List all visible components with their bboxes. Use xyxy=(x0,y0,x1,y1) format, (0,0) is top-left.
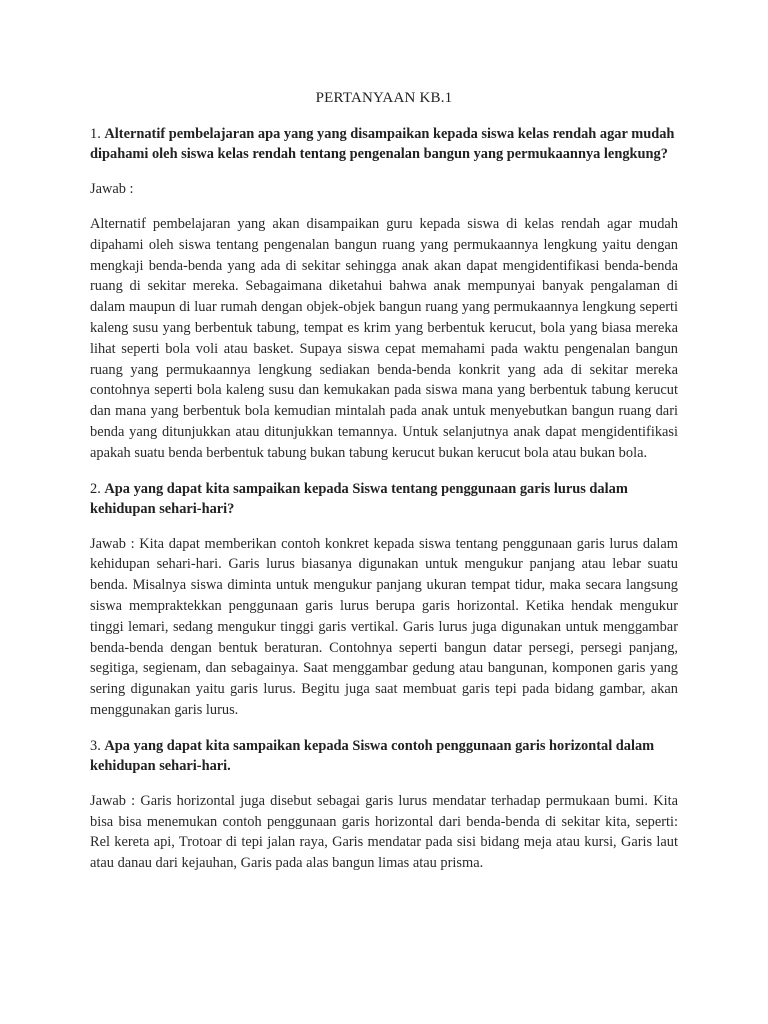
question-3-number: 3. xyxy=(90,737,101,754)
question-2 xyxy=(90,479,678,519)
answer-1-text: Alternatif pembelajaran yang akan disampaikan guru kepada siswa di kelas rendah agar mudah dipahami oleh siswa tentang pengenalan bangun ruang yang permukaannya lengkung yaitu dengan mengkaji benda-benda yang ada di sekitar sehingga anak akan dapat mengidentifikasi benda-benda ruang di sekitar mereka. Sebagaimana diketahui bahwa anak mempunyai banyak pengalaman di dalam maupun di luar rumah dengan objek-objek bangun ruang yang permukaannya lengkung seperti kaleng susu yang berbentuk tabung, tempat es krim yang berbentuk kerucut, bola yang biasa mereka lihat seperti bola voli atau basket. Supaya siswa cepat memahami pada waktu pengenalan bangun ruang yang permukaannya lengkung sediakan benda-benda konkrit yang ada di sekitar mereka contohnya seperti bola kaleng susu dan kemukakan pada siswa mana yang berbentuk tabung kerucut dan mana yang berbentuk bola kemudian mintalah pada anak untuk menyebutkan bangun ruang dari benda yang ditunjukkan atau ditunjukkan temannya. Untuk selanjutnya anak dapat mengidentifikasi apakah suatu benda berbentuk tabung bukan tabung kerucut bukan kerucut bola atau bukan bola. xyxy=(90,216,678,461)
question-1 xyxy=(90,124,678,164)
document-page xyxy=(90,90,678,889)
question-3-text: Apa yang dapat kita sampaikan kepada Siswa contoh penggunaan garis horizontal dalam kehidupan sehari-hari. xyxy=(90,737,655,774)
document-title: PERTANYAAN KB.1 xyxy=(315,90,453,106)
question-1-number: 1. xyxy=(90,126,101,142)
answer-3-text: Jawab : Garis horizontal juga disebut sebagai garis lurus mendatar terhadap permukaan bumi. Kita bisa bisa menemukan contoh penggunaan garis horizontal dari benda-benda di sekitar kita, seperti: Rel kereta api, Trotoar di tepi jalan raya, Garis mendatar pada sisi bidang meja atau kursi, Garis laut atau danau dari kejauhan, Garis pada alas bangun limas atau prisma. xyxy=(90,792,678,872)
question-2-text: Apa yang dapat kita sampaikan kepada Siswa tentang penggunaan garis lurus dalam kehidupan sehari-hari? xyxy=(90,480,628,517)
answer-1-label: Jawab : xyxy=(90,181,134,197)
question-2-number: 2. xyxy=(90,480,101,497)
answer-2-text: Jawab : Kita dapat memberikan contoh konkret kepada siswa tentang penggunaan garis lurus dalam kehidupan sehari-hari. Garis lurus biasanya digunakan untuk mengukur panjang atau lebar suatu benda. Misalnya siswa diminta untuk mengukur panjang ukuran tempat tidur, maka secara langsung siswa mempraktekkan penggunaan garis lurus berupa garis horizontal. Ketika hendak mengukur tinggi lemari, sedang mengukur tinggi garis vertikal. Garis lurus juga digunakan untuk menggambar benda-benda dengan bentuk beraturan. Contohnya seperti bangun datar persegi, persegi panjang, segitiga, segienam, dan sebagainya. Saat menggambar gedung atau bangunan, komponen garis yang sering digunakan yaitu garis lurus. Begitu juga saat membuat garis tepi pada bidang gambar, akan menggunakan garis lurus. xyxy=(90,535,678,718)
question-1-text: Alternatif pembelajaran apa yang yang disampaikan kepada siswa kelas rendah agar mudah dipahami oleh siswa kelas rendah tentang pengenalan bangun yang permukaannya lengkung? xyxy=(90,126,675,162)
question-3 xyxy=(90,736,678,776)
